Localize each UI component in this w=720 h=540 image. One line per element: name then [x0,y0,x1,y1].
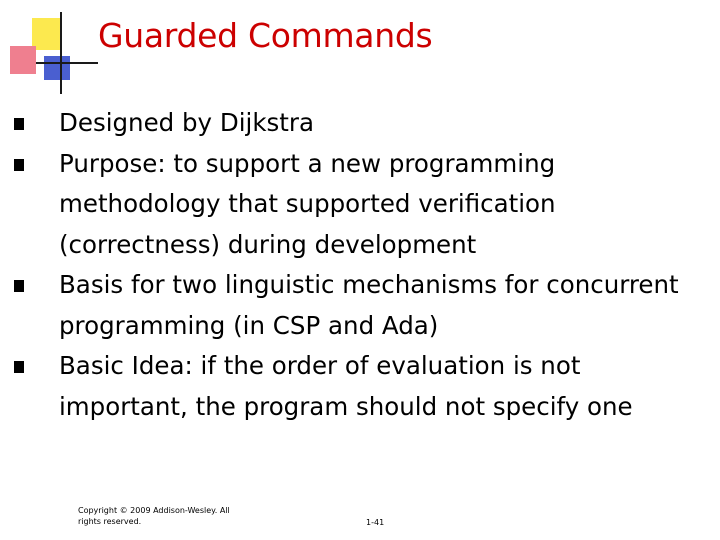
bullet-square-icon [14,361,24,373]
footer-copyright: Copyright © 2009 Addison-Wesley. All rights reserved. [78,506,230,526]
decor-yellow-square [32,18,62,50]
decor-horizontal-line [36,62,98,64]
slide-title: Guarded Commands [98,16,433,55]
bullet-item [14,265,704,346]
bullet-text: Designed by Dijkstra [59,108,314,137]
bullet-list [14,103,704,427]
bullet-square-icon [14,159,24,171]
bullet-text: Basic Idea: if the order of evaluation is not important, the program should not specify one [59,351,633,421]
bullet-square-icon [14,118,24,130]
bullet-text: Purpose: to support a new programming methodology that supported verification (correctness) during development [59,148,556,259]
bullet-text: Basis for two linguistic mechanisms for concurrent programming (in CSP and Ada) [59,270,679,340]
bullet-item [14,103,704,144]
decor-vertical-line [60,12,62,94]
decor-blue-square [44,56,70,80]
footer-page-number: 1-41 [366,518,385,527]
bullet-item [14,346,704,427]
bullet-square-icon [14,280,24,292]
bullet-item [14,144,704,266]
decor-pink-square [10,46,36,74]
